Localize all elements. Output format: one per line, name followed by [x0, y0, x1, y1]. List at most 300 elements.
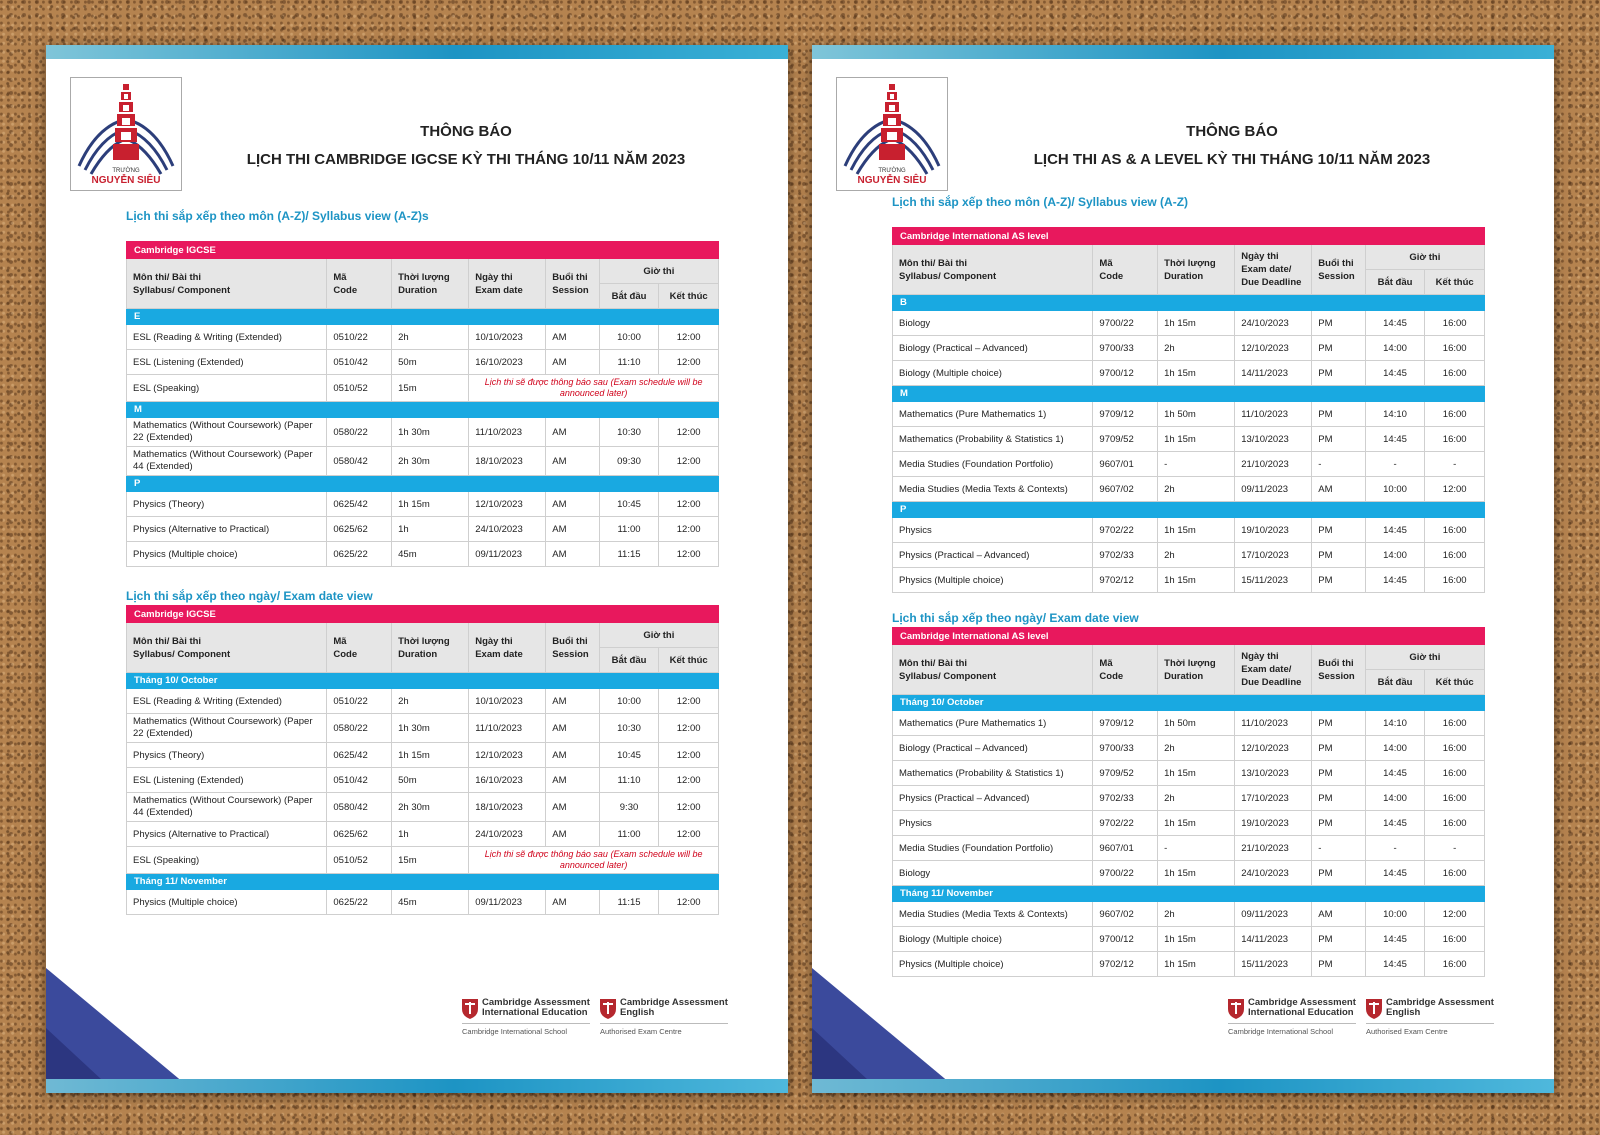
table-row [893, 861, 1485, 886]
col-date: Ngày thi Exam date/ Due Deadline [1235, 245, 1312, 295]
bottom-band [46, 1079, 788, 1093]
category-row [127, 242, 719, 259]
cell-date: 16/10/2023 [469, 768, 546, 793]
cell-duration: 1h 50m [1158, 402, 1235, 427]
cell-code: 9607/01 [1093, 452, 1158, 477]
cell-start: 11:15 [599, 890, 659, 915]
cell-start: 14:00 [1365, 336, 1425, 361]
cell-session: PM [1312, 543, 1365, 568]
cell-subject: Physics (Alternative to Practical) [127, 822, 327, 847]
cell-subject: Mathematics (Probability & Statistics 1) [893, 761, 1093, 786]
cell-session: PM [1312, 361, 1365, 386]
cell-code: 9702/22 [1093, 518, 1158, 543]
bottom-band [812, 1079, 1554, 1093]
cell-session: PM [1312, 402, 1365, 427]
cell-subject: ESL (Speaking) [127, 375, 327, 402]
col-duration: Thời lượng Duration [392, 259, 469, 309]
cell-session: AM [546, 822, 599, 847]
cell-code: 0510/42 [327, 768, 392, 793]
cell-start: 10:00 [599, 325, 659, 350]
igcse-schedule-page [46, 45, 788, 1093]
cell-duration: 45m [392, 890, 469, 915]
col-start: Bắt đầu [1365, 270, 1425, 295]
cell-subject: ESL (Speaking) [127, 847, 327, 874]
cambridge-shield-icon [1228, 999, 1244, 1019]
cell-subject: ESL (Reading & Writing (Extended) [127, 325, 327, 350]
corner-decoration [46, 908, 256, 1093]
footer-logos [462, 997, 732, 1043]
cell-subject: Media Studies (Foundation Portfolio) [893, 836, 1093, 861]
table-row [893, 361, 1485, 386]
cell-duration: 1h 15m [1158, 761, 1235, 786]
cell-code: 0510/22 [327, 689, 392, 714]
cell-duration: 2h [392, 325, 469, 350]
cell-session: PM [1312, 861, 1365, 886]
cell-start: 11:00 [599, 517, 659, 542]
cell-subject: Physics (Theory) [127, 492, 327, 517]
group-label: M [893, 386, 1485, 402]
table-row [127, 492, 719, 517]
cell-end: 16:00 [1425, 811, 1485, 836]
group-row [893, 695, 1485, 711]
group-row [127, 673, 719, 689]
table-row [893, 477, 1485, 502]
cell-start: 14:45 [1365, 952, 1425, 977]
group-row [127, 476, 719, 492]
table-row [893, 711, 1485, 736]
col-start: Bắt đầu [599, 648, 659, 673]
cell-date: 19/10/2023 [1235, 518, 1312, 543]
cell-subject: Biology (Practical – Advanced) [893, 336, 1093, 361]
group-row [127, 402, 719, 418]
cell-date: 24/10/2023 [469, 822, 546, 847]
cell-duration: 50m [392, 768, 469, 793]
cell-subject: Biology [893, 311, 1093, 336]
cell-subject: Physics (Practical – Advanced) [893, 543, 1093, 568]
cell-subject: Mathematics (Pure Mathematics 1) [893, 402, 1093, 427]
cell-code: 9702/22 [1093, 811, 1158, 836]
cell-session: AM [1312, 477, 1365, 502]
table-row [893, 452, 1485, 477]
page-title: LỊCH THI AS & A LEVEL KỲ THI THÁNG 10/11 NĂM 2023 [1033, 151, 1431, 168]
exam-date-view-label: Lịch thi sắp xếp theo ngày/ Exam date view [892, 611, 1139, 625]
table-row [127, 517, 719, 542]
cell-date: 15/11/2023 [1235, 952, 1312, 977]
top-band [46, 45, 788, 59]
cell-session: PM [1312, 786, 1365, 811]
table-row [893, 761, 1485, 786]
syllabus-view-label: Lịch thi sắp xếp theo môn (A-Z)/ Syllabus view (A-Z) [892, 195, 1189, 209]
table-row [127, 768, 719, 793]
cell-start: 9:30 [599, 793, 659, 822]
cell-session: AM [546, 517, 599, 542]
cell-subject: Biology (Practical – Advanced) [893, 736, 1093, 761]
category-label: Cambridge International AS level [893, 628, 1485, 645]
col-end: Kết thúc [659, 284, 719, 309]
cell-duration: 1h 30m [392, 418, 469, 447]
col-duration: Thời lượng Duration [1158, 245, 1235, 295]
notice-heading: THÔNG BÁO [420, 123, 512, 140]
cell-date: 21/10/2023 [1235, 452, 1312, 477]
cell-date: 10/10/2023 [469, 689, 546, 714]
table-row [127, 325, 719, 350]
cell-code: 0580/22 [327, 418, 392, 447]
cell-duration: - [1158, 836, 1235, 861]
cell-duration: 2h [1158, 477, 1235, 502]
cell-code: 9607/01 [1093, 836, 1158, 861]
cell-subject: Media Studies (Media Texts & Contexts) [893, 477, 1093, 502]
cell-start: 11:15 [599, 542, 659, 567]
logo1-name: Cambridge Assessment International Education [482, 997, 590, 1018]
cell-duration: - [1158, 452, 1235, 477]
cell-session: PM [1312, 927, 1365, 952]
cell-end: 12:00 [1425, 477, 1485, 502]
cell-date: 09/11/2023 [1235, 902, 1312, 927]
col-code: Mã Code [327, 623, 392, 673]
table-row [893, 736, 1485, 761]
col-session: Buổi thi Session [1312, 645, 1365, 695]
as-a-level-schedule-page [812, 45, 1554, 1093]
cell-code: 9709/12 [1093, 402, 1158, 427]
cell-code: 0625/62 [327, 822, 392, 847]
cell-session: AM [546, 743, 599, 768]
cell-date: 24/10/2023 [469, 517, 546, 542]
cell-end: 12:00 [659, 517, 719, 542]
group-label: Tháng 10/ October [893, 695, 1485, 711]
school-logo-line1: TRƯỜNG [112, 168, 140, 174]
table-row [893, 568, 1485, 593]
cell-duration: 1h [392, 517, 469, 542]
col-start: Bắt đầu [1365, 670, 1425, 695]
col-session: Buổi thi Session [546, 259, 599, 309]
cell-date: 11/10/2023 [1235, 402, 1312, 427]
cell-session: AM [546, 350, 599, 375]
cell-end: 16:00 [1425, 518, 1485, 543]
cell-date: 12/10/2023 [469, 743, 546, 768]
cell-duration: 1h 15m [1158, 811, 1235, 836]
cell-start: 10:30 [599, 418, 659, 447]
cell-subject: Physics (Multiple choice) [127, 542, 327, 567]
cell-start: - [1365, 836, 1425, 861]
table-row [893, 836, 1485, 861]
table-row [127, 375, 719, 402]
cell-subject: Mathematics (Probability & Statistics 1) [893, 427, 1093, 452]
cell-duration: 1h 15m [1158, 568, 1235, 593]
cell-end: 16:00 [1425, 861, 1485, 886]
cell-code: 9702/33 [1093, 786, 1158, 811]
cell-subject: Physics (Multiple choice) [127, 890, 327, 915]
cell-session: PM [1312, 427, 1365, 452]
logo2-sub: Authorised Exam Centre [1366, 1023, 1494, 1036]
cell-subject: Mathematics (Pure Mathematics 1) [893, 711, 1093, 736]
cell-duration: 2h 30m [392, 793, 469, 822]
cell-subject: Physics (Practical – Advanced) [893, 786, 1093, 811]
col-end: Kết thúc [659, 648, 719, 673]
cell-code: 0625/62 [327, 517, 392, 542]
cell-start: 11:00 [599, 822, 659, 847]
group-label: B [893, 295, 1485, 311]
cell-note: Lịch thi sẽ được thông báo sau (Exam schedule will be announced later) [469, 375, 719, 402]
cell-end: 16:00 [1425, 336, 1485, 361]
group-label: Tháng 11/ November [127, 874, 719, 890]
cell-date: 14/11/2023 [1235, 361, 1312, 386]
cell-session: PM [1312, 761, 1365, 786]
cell-subject: Biology (Multiple choice) [893, 361, 1093, 386]
syllabus-view-label: Lịch thi sắp xếp theo môn (A-Z)/ Syllabus view (A-Z)s [126, 209, 429, 223]
cell-end: 12:00 [659, 768, 719, 793]
cell-session: AM [546, 447, 599, 476]
cell-date: 21/10/2023 [1235, 836, 1312, 861]
cell-duration: 1h [392, 822, 469, 847]
school-logo-line1: TRƯỜNG [878, 168, 906, 174]
col-end: Kết thúc [1425, 270, 1485, 295]
table-row [893, 336, 1485, 361]
cell-end: 12:00 [1425, 902, 1485, 927]
group-row [893, 886, 1485, 902]
cell-duration: 2h 30m [392, 447, 469, 476]
cell-duration: 50m [392, 350, 469, 375]
cell-date: 19/10/2023 [1235, 811, 1312, 836]
cell-duration: 15m [392, 375, 469, 402]
table-row [127, 350, 719, 375]
cell-start: 14:10 [1365, 711, 1425, 736]
notice-heading: THÔNG BÁO [1186, 123, 1278, 140]
cell-duration: 2h [1158, 736, 1235, 761]
cell-start: 14:45 [1365, 568, 1425, 593]
table-row [127, 418, 719, 447]
cell-date: 13/10/2023 [1235, 427, 1312, 452]
cell-session: PM [1312, 736, 1365, 761]
table-row [127, 822, 719, 847]
syllabus-view-table [892, 227, 1485, 593]
cell-session: PM [1312, 336, 1365, 361]
col-date: Ngày thi Exam date/ Due Deadline [1235, 645, 1312, 695]
cell-subject: Physics [893, 811, 1093, 836]
cambridge-shield-icon [600, 999, 616, 1019]
exam-date-view-label: Lịch thi sắp xếp theo ngày/ Exam date view [126, 589, 373, 603]
cell-date: 15/11/2023 [1235, 568, 1312, 593]
cell-subject: ESL (Listening (Extended) [127, 768, 327, 793]
cell-duration: 2h [1158, 902, 1235, 927]
table-row [893, 811, 1485, 836]
table-row [127, 542, 719, 567]
cell-end: 12:00 [659, 325, 719, 350]
cell-code: 0625/42 [327, 743, 392, 768]
cell-session: AM [1312, 902, 1365, 927]
cell-subject: Biology [893, 861, 1093, 886]
cell-end: - [1425, 452, 1485, 477]
cell-code: 0625/42 [327, 492, 392, 517]
cell-date: 11/10/2023 [469, 714, 546, 743]
header-row [893, 245, 1485, 270]
col-code: Mã Code [1093, 245, 1158, 295]
corner-decoration [812, 908, 1022, 1093]
logo1-name: Cambridge Assessment International Education [1248, 997, 1356, 1018]
top-band [812, 45, 1554, 59]
cell-start: 10:00 [599, 689, 659, 714]
cell-subject: Mathematics (Without Coursework) (Paper 44 (Extended) [127, 447, 327, 476]
cell-date: 09/11/2023 [469, 890, 546, 915]
cell-code: 9709/52 [1093, 427, 1158, 452]
page-title: LỊCH THI CAMBRIDGE IGCSE KỲ THI THÁNG 10/11 NĂM 2023 [246, 151, 686, 168]
cell-date: 11/10/2023 [1235, 711, 1312, 736]
cell-end: 16:00 [1425, 736, 1485, 761]
school-logo-line2: NGUYỄN SIÊU [91, 175, 161, 186]
cell-note: Lịch thi sẽ được thông báo sau (Exam schedule will be announced later) [469, 847, 719, 874]
col-subject: Môn thi/ Bài thi Syllabus/ Component [893, 245, 1093, 295]
cell-code: 9700/12 [1093, 927, 1158, 952]
cell-date: 24/10/2023 [1235, 861, 1312, 886]
col-time: Giờ thi [599, 259, 718, 284]
group-label: Tháng 11/ November [893, 886, 1485, 902]
cell-end: - [1425, 836, 1485, 861]
school-logo-line2: NGUYỄN SIÊU [857, 175, 927, 186]
cell-subject: Media Studies (Foundation Portfolio) [893, 452, 1093, 477]
cell-start: 14:45 [1365, 361, 1425, 386]
table-row [127, 689, 719, 714]
cell-duration: 1h 50m [1158, 711, 1235, 736]
cell-duration: 1h 15m [1158, 427, 1235, 452]
group-label: Tháng 10/ October [127, 673, 719, 689]
group-row [127, 309, 719, 325]
cell-subject: Physics (Multiple choice) [893, 952, 1093, 977]
cell-date: 12/10/2023 [1235, 336, 1312, 361]
category-label: Cambridge IGCSE [127, 606, 719, 623]
cell-start: 14:45 [1365, 311, 1425, 336]
cell-duration: 1h 15m [1158, 927, 1235, 952]
col-session: Buổi thi Session [1312, 245, 1365, 295]
cell-date: 14/11/2023 [1235, 927, 1312, 952]
cambridge-shield-icon [462, 999, 478, 1019]
cell-subject: Mathematics (Without Coursework) (Paper 22 (Extended) [127, 418, 327, 447]
header-row [127, 259, 719, 284]
cell-duration: 2h [1158, 786, 1235, 811]
school-logo [836, 77, 948, 191]
cell-code: 0625/22 [327, 890, 392, 915]
cell-session: AM [546, 542, 599, 567]
cell-date: 16/10/2023 [469, 350, 546, 375]
cell-start: 10:45 [599, 743, 659, 768]
cell-subject: Media Studies (Media Texts & Contexts) [893, 902, 1093, 927]
cell-duration: 1h 15m [1158, 861, 1235, 886]
cell-code: 9700/22 [1093, 311, 1158, 336]
cell-start: 10:00 [1365, 902, 1425, 927]
cell-start: 14:45 [1365, 861, 1425, 886]
cell-end: 16:00 [1425, 927, 1485, 952]
footer-logos [1228, 997, 1498, 1043]
col-duration: Thời lượng Duration [1158, 645, 1235, 695]
cell-duration: 2h [1158, 543, 1235, 568]
cell-session: PM [1312, 711, 1365, 736]
table-row [893, 427, 1485, 452]
category-label: Cambridge International AS level [893, 228, 1485, 245]
cell-duration: 45m [392, 542, 469, 567]
category-label: Cambridge IGCSE [127, 242, 719, 259]
col-duration: Thời lượng Duration [392, 623, 469, 673]
cell-date: 17/10/2023 [1235, 786, 1312, 811]
cell-end: 12:00 [659, 418, 719, 447]
logo1-sub: Cambridge International School [462, 1023, 590, 1036]
cell-session: AM [546, 793, 599, 822]
cell-end: 16:00 [1425, 568, 1485, 593]
cell-session: PM [1312, 518, 1365, 543]
cell-session: AM [546, 714, 599, 743]
col-code: Mã Code [327, 259, 392, 309]
cell-subject: Physics (Alternative to Practical) [127, 517, 327, 542]
cell-end: 12:00 [659, 447, 719, 476]
col-time: Giờ thi [599, 623, 718, 648]
cell-subject: Physics (Multiple choice) [893, 568, 1093, 593]
cell-code: 0580/42 [327, 793, 392, 822]
cell-date: 13/10/2023 [1235, 761, 1312, 786]
cell-start: 14:00 [1365, 786, 1425, 811]
cell-duration: 1h 15m [392, 492, 469, 517]
cell-date: 18/10/2023 [469, 447, 546, 476]
group-label: E [127, 309, 719, 325]
cell-duration: 1h 15m [1158, 361, 1235, 386]
cell-duration: 1h 15m [1158, 311, 1235, 336]
header-row [893, 645, 1485, 670]
cell-subject: Biology (Multiple choice) [893, 927, 1093, 952]
cell-start: 14:45 [1365, 761, 1425, 786]
cell-end: 16:00 [1425, 427, 1485, 452]
cell-code: 9700/22 [1093, 861, 1158, 886]
logo1-sub: Cambridge International School [1228, 1023, 1356, 1036]
cell-subject: ESL (Reading & Writing (Extended) [127, 689, 327, 714]
cell-duration: 1h 15m [392, 743, 469, 768]
cell-code: 0510/52 [327, 847, 392, 874]
cell-start: 10:30 [599, 714, 659, 743]
col-code: Mã Code [1093, 645, 1158, 695]
cell-code: 9700/33 [1093, 736, 1158, 761]
cell-end: 16:00 [1425, 402, 1485, 427]
group-label: M [127, 402, 719, 418]
cell-session: - [1312, 452, 1365, 477]
school-logo [70, 77, 182, 191]
group-row [893, 386, 1485, 402]
table-row [127, 714, 719, 743]
cell-session: AM [546, 492, 599, 517]
cell-end: 16:00 [1425, 543, 1485, 568]
col-end: Kết thúc [1425, 670, 1485, 695]
cell-end: 12:00 [659, 492, 719, 517]
cell-date: 12/10/2023 [469, 492, 546, 517]
cell-end: 16:00 [1425, 761, 1485, 786]
cell-code: 9702/12 [1093, 568, 1158, 593]
cell-date: 17/10/2023 [1235, 543, 1312, 568]
cell-end: 16:00 [1425, 952, 1485, 977]
col-subject: Môn thi/ Bài thi Syllabus/ Component [127, 623, 327, 673]
col-start: Bắt đầu [599, 284, 659, 309]
header-row [127, 623, 719, 648]
cell-duration: 15m [392, 847, 469, 874]
cell-session: AM [546, 325, 599, 350]
table-row [127, 447, 719, 476]
cell-session: AM [546, 890, 599, 915]
group-row [127, 874, 719, 890]
col-date: Ngày thi Exam date [469, 623, 546, 673]
group-label: P [893, 502, 1485, 518]
cell-start: 14:45 [1365, 811, 1425, 836]
cell-duration: 2h [1158, 336, 1235, 361]
cell-date: 24/10/2023 [1235, 311, 1312, 336]
cell-subject: Physics [893, 518, 1093, 543]
cell-code: 9700/12 [1093, 361, 1158, 386]
cell-session: AM [546, 689, 599, 714]
table-row [893, 518, 1485, 543]
category-row [893, 228, 1485, 245]
cell-end: 12:00 [659, 822, 719, 847]
